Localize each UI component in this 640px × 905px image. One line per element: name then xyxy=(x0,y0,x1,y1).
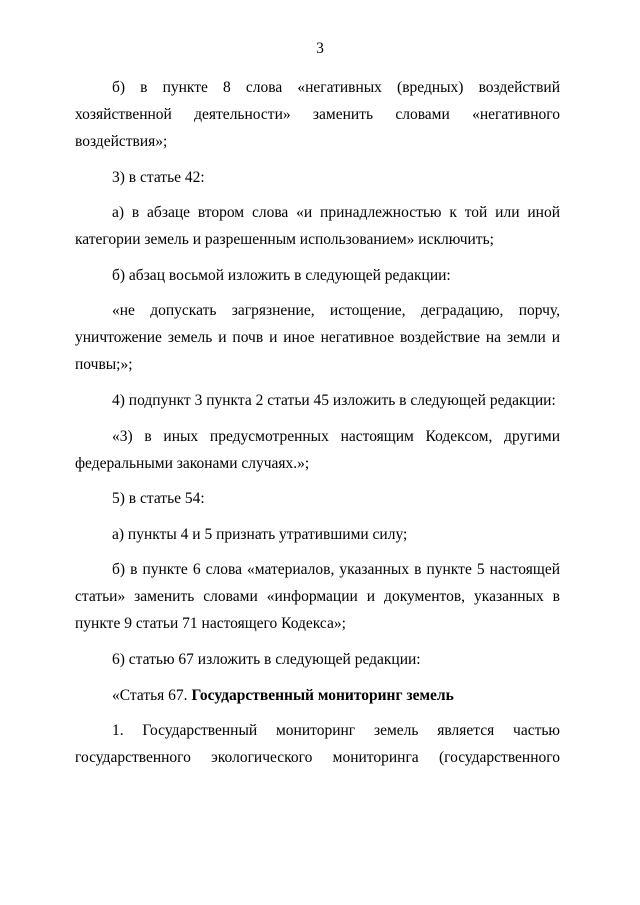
paragraph-7: «3) в иных предусмотренных настоящим Кодексом, другими федеральными законами случаях.»; xyxy=(75,427,560,472)
paragraph-5: «не допускать загрязнение, истощение, деградацию, порчу, уничтожение земель и почв и иное негативное воздействие на земли и почвы;»; xyxy=(75,302,560,374)
article-heading xyxy=(75,682,560,709)
paragraph-9: а) пункты 4 и 5 признать утратившими силу; xyxy=(112,525,408,543)
document-body xyxy=(75,74,560,780)
page-number: 3 xyxy=(316,40,324,57)
paragraph-11: 6) статью 67 изложить в следующей редакции: xyxy=(112,650,421,668)
paragraph-1: б) в пункте 8 слова «негативных (вредных) воздействий хозяйственной деятельности» заменить словами «негативного воздействия»; xyxy=(75,79,560,150)
paragraph-3: а) в абзаце втором слова «и принадлежностью к той или иной категории земель и разрешенным использованием» исключить; xyxy=(75,204,560,249)
paragraph-10: б) в пункте 6 слова «материалов, указанных в пункте 5 настоящей статьи» заменить словами «информации и документов, указанных в пункте 9 статьи 71 настоящего Кодекса»; xyxy=(75,561,560,633)
paragraph-6: 4) подпункт 3 пункта 2 статьи 45 изложить в следующей редакции: xyxy=(112,391,556,409)
paragraph-4: б) абзац восьмой изложить в следующей редакции: xyxy=(112,266,451,284)
article-heading-prefix: «Статья 67. xyxy=(112,686,192,704)
paragraph-2: 3) в статье 42: xyxy=(112,168,205,186)
paragraph-article-1: 1. Государственный мониторинг земель является частью государственного экологического мониторинга (государственного xyxy=(75,722,560,767)
article-heading-title: Государственный мониторинг земель xyxy=(191,686,454,704)
paragraph-8: 5) в статье 54: xyxy=(112,490,205,508)
